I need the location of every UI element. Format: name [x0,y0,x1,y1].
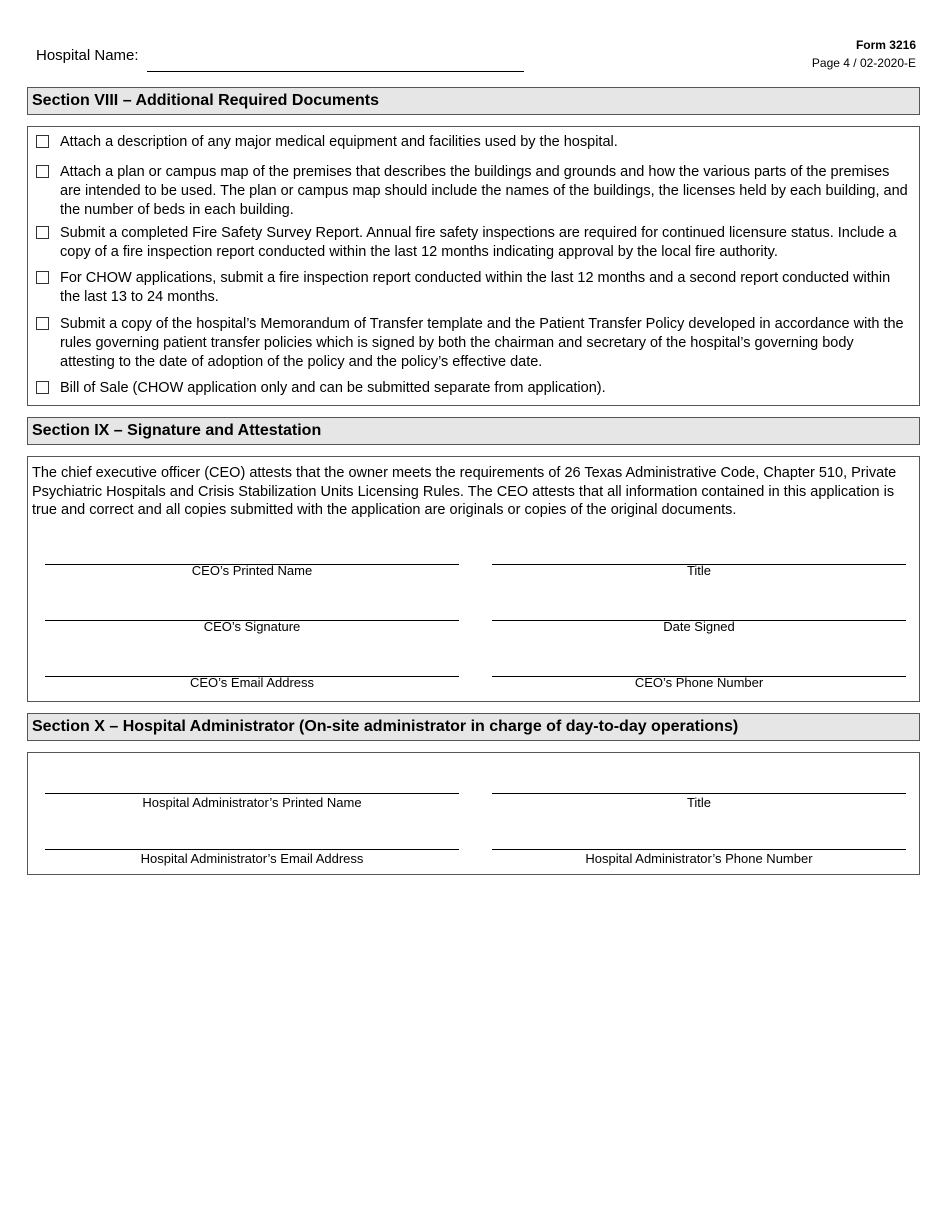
checklist-item-text: Attach a description of any major medical equipment and facilities used by the hospital. [60,134,618,150]
admin-printed-name-label: Hospital Administrator’s Printed Name [142,795,362,810]
date-signed-label: Date Signed [663,619,735,634]
ceo-phone-label: CEO’s Phone Number [634,675,764,690]
checklist-item-text: Bill of Sale (CHOW application only and can be submitted separate from application). [60,380,606,396]
checkbox[interactable] [36,165,49,178]
admin-title-label: Title [686,795,712,810]
hospital-name-label: Hospital Name: [36,47,139,64]
section-8-title: Section VIII – Additional Required Documents [32,92,380,109]
attestation-text: The chief executive officer (CEO) attests that the owner meets the requirements of 26 Texas Administrative Code, Chapter 510, Private Psychiatric Hospitals and Crisis Stabilization Units Licensing Rules. The CEO attests that all information contained in this application is true and correct and all copies submitted with the application are originals or copies of the original documents. [32,465,897,518]
ceo-signature-label: CEO’s Signature [203,619,301,634]
checkbox[interactable] [36,381,49,394]
hospital-name-field[interactable] [147,71,524,72]
checklist-item [36,163,912,220]
checkbox[interactable] [36,226,49,239]
admin-email-field[interactable] [45,849,459,850]
admin-phone-label: Hospital Administrator’s Phone Number [585,851,813,866]
admin-title-field[interactable] [492,793,906,794]
checkbox[interactable] [36,135,49,148]
ceo-printed-name-label: CEO’s Printed Name [191,563,313,578]
section-10-title: Section X – Hospital Administrator (On-site administrator in charge of day-to-day operations) [32,718,739,735]
ceo-title-label: Title [686,563,712,578]
page-version: Page 4 / 02-2020-E [811,56,916,70]
checklist-item-text: Submit a copy of the hospital’s Memorandum of Transfer template and the Patient Transfer Policy developed in accordance with the rules governing patient transfer policies which is signed by both the chairman and secretary of the hospital’s governing body attesting to the date of adoption of the policy and the policy’s effective date. [60,316,904,370]
checkbox[interactable] [36,317,49,330]
ceo-email-label: CEO’s Email Address [189,675,315,690]
checklist-item [36,224,912,262]
form-number: Form 3216 [855,38,916,52]
checklist-item-text: Submit a completed Fire Safety Survey Report. Annual fire safety inspections are required for continued licensure status. Include a copy of a fire inspection report conducted within the last 12 months indicating approval by the local fire authority. [60,225,897,260]
admin-phone-field[interactable] [492,849,906,850]
checklist-item [36,379,912,398]
checklist-item-text: Attach a plan or campus map of the premises that describes the buildings and grounds and how the various parts of the premises are intended to be used. The plan or campus map should include the names of the buildings, the licenses held by each building, and the number of beds in each building. [60,164,908,218]
checklist-item [36,133,912,152]
admin-printed-name-field[interactable] [45,793,459,794]
section-9-header [27,417,920,445]
checklist-item-text: For CHOW applications, submit a fire inspection report conducted within the last 12 months and a second report conducted within the last 13 to 24 months. [60,270,891,305]
checklist-item [36,315,912,372]
admin-email-label: Hospital Administrator’s Email Address [140,851,364,866]
section-10-header [27,713,920,741]
section-9-title: Section IX – Signature and Attestation [32,422,322,439]
section-8-header [27,87,920,115]
checkbox[interactable] [36,271,49,284]
checklist-item [36,269,912,307]
